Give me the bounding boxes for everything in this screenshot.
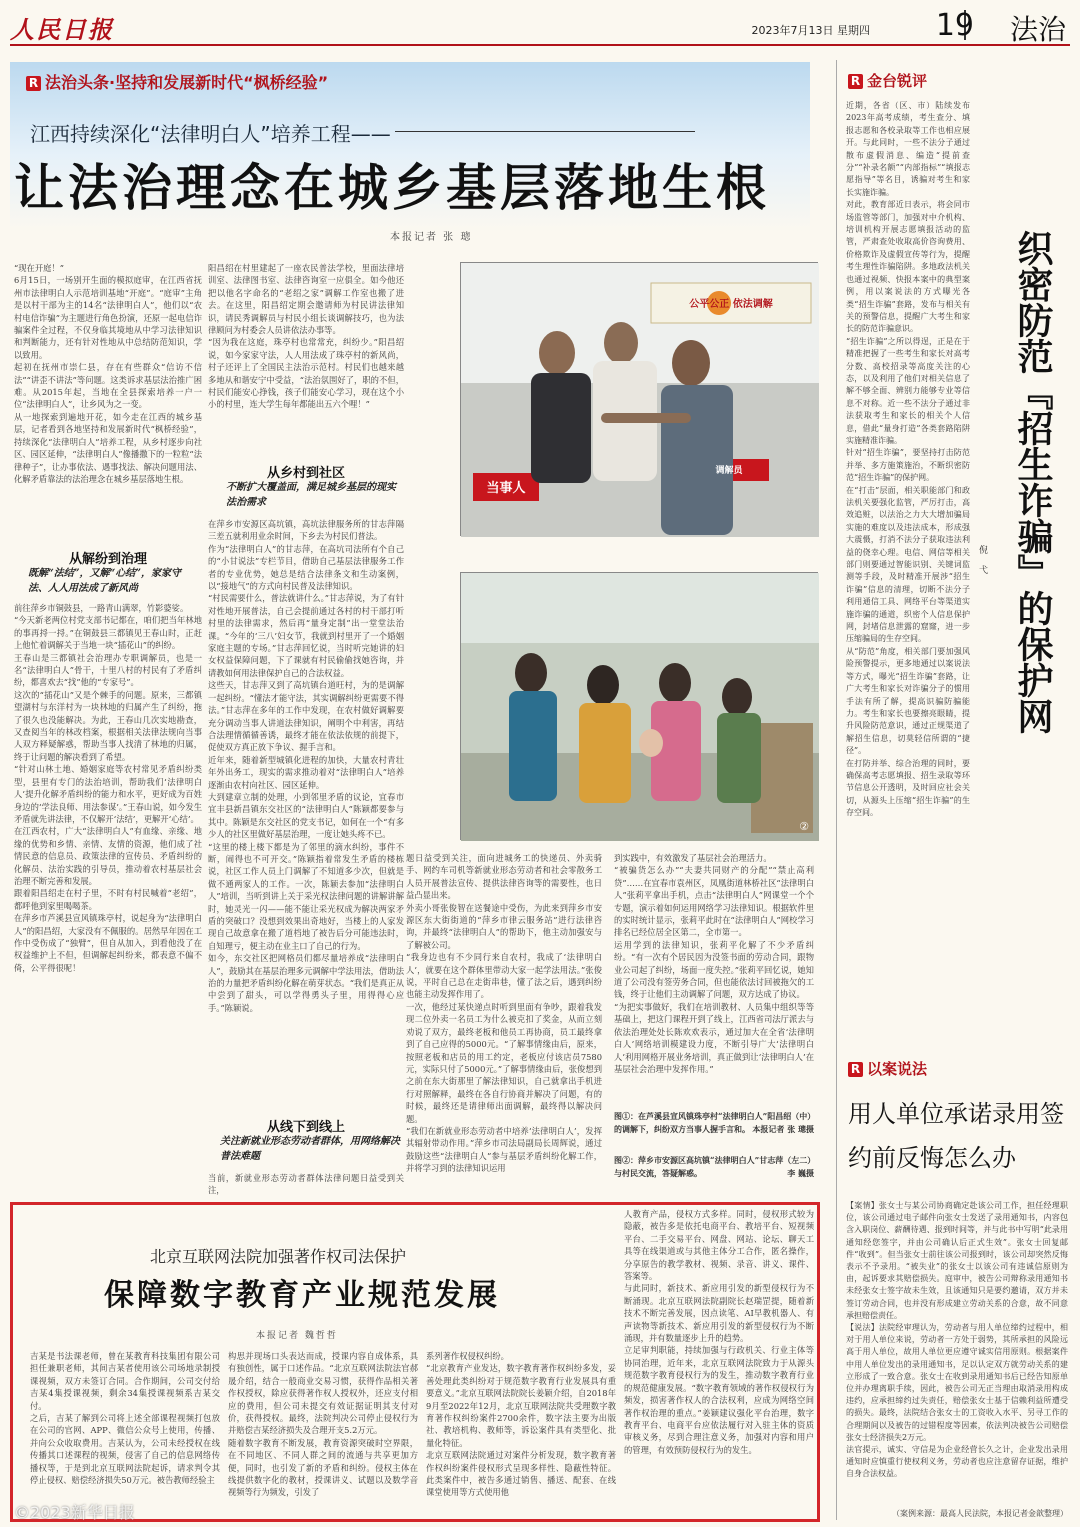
- commentary-body: 近期，各省（区、市）陆续发布2023年高考成绩，考生查分、填报志愿和各校录取等工作也相应展开。与此同时，一些不法分子通过散布虚假消息、编造“提前查分”“补录名额”“内部指标”“填报志愿指导”等名目，诱骗对考生和家长实施诈骗。 对此，教育部近日表示，将会同市场监管等部门，加强对中介机构、培训机构开展志愿填报活动的监管，严肃查处收取高价咨询费用、价格欺诈及虚假宣传等行为，提醒考生理性诈骗陷阱。多地政法机关也通过视频、快报本案中的典型案例，用以案说法的方式曝光各类“招生诈骗”套路，发布与相关有关的预警信息，提醒广大考生和家长的防范诈骗意识。 “招生诈骗”之所以得逞，正是在于精准把握了一些考生和家长对高考分数、高校招录等高度关注的心态，以及利用了他们对相关信息了解不够全面、辨别力能够专业等信息不对称。近一些不法分子通过非法获取考生和家长的相关个人信息，借此“量身打造”各类套路陷阱实施精准诈骗。 针对“招生诈骗”，要坚持打击防范并举、多方施策施治，不断织密防范“招生诈骗”的保护网。 在“打击”层面，相关职能部门和政法机关要强化监管，严厉打击，高效追赃，以法治之力大大增加骗局实施的难度以及违法成本，形成强大震慑，打消不法分子获取违法利益的侥幸心理。电信、网信等相关部门则要通过智能识别、关键词监测等手段，及时精准开展涉“招生诈骗”信息的清理，切断不法分子利用通信工具、网络平台等渠道实施诈骗的通道，织密个人信息保护网，封堵信息泄露的窟窿，进一步压缩骗局的生存空间。 从“防范”角度，相关部门要加强风险预警提示，更多地通过以案说法等方式，曝光“招生诈骗”套路，让广大考生和家长对诈骗分子的惯用手法有所了解，提高识骗防骗能力。考生和家长也要擦亮眼睛，提升风险防范意识，通过正规渠道了解招生信息，切莫轻信所谓的“捷径”。 在打防并举、综合治理的同时，要确保高考志愿填报、招生录取等环节信息公开透明，及时回应社会关切，从源头上压缩“招生诈骗”的生存空间。: [846, 101, 970, 818]
- photo-caption-1: [614, 1110, 814, 1135]
- lead-body-col2b: 在萍乡市安源区高坑镇，高坑法律服务所的甘志萍隔三差五就利用业余时间，下乡去为村民们普法。 作为“法律明白人”的甘志萍，在高坑司法所有个自己的“小甘说法”专栏节目，借助自己基层法律服务工作者的专业优势，她总是结合法律条文和生动案例，以“接地气”的方式向村民普及法律知识。 “村民需要什么，普法就讲什么。”甘志萍说，为了有针对性地开展普法，自己会提前通过各村的村干部打听村里的法律需求，然后再“量身定制”出一堂堂法治课。“今年的‘三八’妇女节，我就到村里开了一个婚姻家庭主题的专场。”甘志萍回忆说，当时听完她讲的妇女权益保障问题，下了课就有村民偷偷找她咨询，并请教如何用法律保护自己的合法权益。 这些天，甘志萍又到了高坑镇台道旺村，为的是调解一起纠纷。“懂法才能守法，其实调解纠纷更需要不得法。”甘志萍在多年的工作中发现，在农村做好调解要充分调动当事人讲道法律知识，阐明个中利害，再结合法理情循循善诱，最终才能在依法依规的前提下，促使双方真正放下争议、握手言和。 近年来，随着新型城镇化进程的加快，大量农村青壮年外出务工，现实的需求推动着对“法律明白人”培养逐渐由农村向社区、园区延伸。 大到建章立制的处理，小到邻里矛盾的议论，宜春市宜丰县新昌镇东交社区的“法律明白人”陈颖都要参与其中。陈颖是东交社区的党支书记，如何在一个“有多少人的社区里做好基层治理，一度让她头疼不已。 “这里的楼上楼下都是为了邻里的滴水纠纷，事件不断，闹得也不可开交。”陈颖指着常发生矛盾的楼栋说，社区工作人员上门调解了不知道多少次，但就是做不通两家人的工作。一次，陈颖去参加“法律明白人”培训，当听到讲上关于采光权法律问题的讲解讲解时，她灵光一闪——能不能让采光权成为解决两家矛盾的突破口？没想到效果出奇地好，当楼上的人家发现自己故意拿在搬了道档地了被告后分可能违法时，自知理亏，便主动在业主口了自己的行为。 如今，东交社区把网格员们都尽量培养成“法律明白人”，鼓励其在基层治理多元调解中学法用法，借助法治的力量把矛盾纠纷化解在萌芽状态。“我们是真正从中尝到了甜头，可以学得勇头子里，用得得心应手。”陈颖说。: [208, 519, 404, 1013]
- issue-date: 2023年7月13日 星期四: [751, 24, 870, 37]
- watermark: ©2023新华日报: [14, 1503, 135, 1522]
- feature-title: 保障数字教育产业规范发展: [104, 1278, 500, 1313]
- page-section: 法治: [1009, 13, 1066, 46]
- photo2-number: ②: [799, 820, 809, 833]
- commentary-body-cont: [846, 652, 1068, 1042]
- kicker-rule: [395, 131, 695, 132]
- commentary-title: 织密防范『招生诈骗』的保护网: [1012, 230, 1053, 734]
- column-badge-icon: R: [26, 76, 41, 91]
- caption-2-credit: 李 巍摄: [787, 1167, 814, 1178]
- page-number: 19: [935, 8, 974, 43]
- lead-body-col4: 到实践中，有效激发了基层社会治理活力。 “被骗货怎么办”“夫妻共同财产的分配”“禁止高利贷”……在宜春市袁州区，凤凰街道林桥社区“法律明白人”张莉平拿出手机，点击“法律明白人”网课堂一个个专题，演示着如何运用网络学习法律知识。根据软件里的实时统计显示，张莉平此时在“法律明白人”网校学习排名已经位居全区第二，全市第一。 运用学到的法律知识，张莉平化解了不少矛盾纠纷。“有一次有个居民因为没签书面的劳动合同，跟物业公司起了纠纷，场面一度失控。”张莉平回忆说，她知道了公司没有签劳务合同，但也能依法讨回被拖欠的工钱，终于让他们主动调解了问题，双方达成了协议。 “为把实事做好，我们在培训教材、人员集中组织等等基础上，把这门课程开到了线上，江西省司法厅派去与依法治理处处长陈欢欢表示，通过加大在全省‘法律明白人’网络培训模建设力度，不断引导广大‘法律明白人’利用网格开展业务培训，真正做到让‘法律明白人’在基层社会治理中发挥作用。”: [614, 853, 814, 1074]
- commentary-label: [848, 70, 927, 91]
- lead-headline: 让法治理念在城乡基层落地生根: [14, 159, 770, 217]
- caption-1-text: 图①：在芦溪县宣风镇珠亭村“法律明白人”阳昌绍（中）的调解下，纠纷双方当事人握手言和。: [614, 1111, 812, 1134]
- photo-caption-2: [614, 1154, 814, 1179]
- caption-2-text: 图②：萍乡市安源区高坑镇“法律明白人”甘志萍（左二）与村民交流，答疑解惑。: [614, 1155, 812, 1178]
- feature-body-col4: 人教育产品，侵权方式多样。同时，侵权形式较为隐蔽，被告多是依托电商平台、教培平台、短视频平台、二手交易平台、网盘、网站、论坛、聊天工具等在线渠道或与其他主体分工合作，匿名操作，分享原告的教学教材、视频、录音、讲义、课件、答案等。 与此同时，新技术、新应用引发的新型侵权行为不断涌现。北京互联网法院副院长赵瑞罡提，随着新技术不断完善发展，因点读笔、AI早教机器人、有声读物等新技术、新应用引发的新型侵权行为不断涌现，并有数量逐步上升的趋势。 立足审判职能，持续加强与行政机关、行业主体等协同治理，近年来，北京互联网法院致力于从源头规范数字教育侵权行为的发生，推动数字教育行业的规范健康发展。“数字教育领域的著作权侵权行为频发，损害著作权人的合法权利，应成为网络空间著作权治理的重点。”姜颖建议强化平台治理，数字教育平台、电商平台应依法履行对入驻主体的资质审核义务，尽到合理注意义务，加强对内容和用户的管理，有效预防侵权行为的发生。: [624, 1209, 814, 1455]
- photo-community-image: [461, 573, 819, 841]
- deck-3: 关注新就业形态劳动者群体，用网络解决普法难题: [220, 1136, 400, 1162]
- subhead-2: 从乡村到社区: [266, 466, 345, 481]
- deck-2: 不断扩大覆盖面，满足城乡基层的现实法治需求: [226, 482, 396, 508]
- photo-community: [460, 572, 818, 840]
- case-badge-icon: R: [848, 1062, 863, 1077]
- commentary-label-text: 金台锐评: [867, 72, 928, 90]
- lead-body-col3: 题日益受到关注，面向进城务工的快递员、外卖骑手、网约车司机等新就业形态劳动者和社会零散务工人员开展普法宣传、提供法律咨询等的需要性，也日益凸显出来。 外卖小哥张俊智在送餐途中受伤，为此来到萍乡市安源区东大街街道的“萍乡市律云服务站”进行法律咨询，并最终“法律明白人”的帮助下，他主动加强安与了解被公司。 “我身边也有不少同行来自农村，我成了‘法律明白人’，就要在这个群体里带动大家一起学法用法。”张俊说，平时自己总在走街串巷，懂了法之后，遇到纠纷也能主动发挥作用了。 一次，他经过某快递点时听到里面有争吵，跟着我发现二位外卖一名员工为什么被克扣了奖金，从而立刻劝说了双方，最终老板和他员工再协商，员工最终拿到了自己应得的5000元。“了解事情缘由后，原来，按照老板和店员的用工约定，老板应付该店员7580元，实际只付了5000元。”了解事情缘由后，张俊想到之前在东大街那里了解法律知识，自己就拿出手机进行对照解释，最终在各自行协商并解决了问题，有的时候，最终还是请律师出面调解，最终得以解决问题。 “我们在新就业形态劳动者中培养‘法律明白人’，发挥其辐射带动作用。”萍乡市司法局副局长周辉说，通过鼓励这些“法律明白人”参与基层矛盾纠纷化解工作，并将学习到的法律知识运用: [406, 853, 602, 1174]
- lead-body-col2: 阳昌绍在村里建起了一座农民普法学校，里面法律培训室、法律图书室、法律咨询室一应俱全。如今他还把以他名字命名的“老绍之家”调解工作室也搬了进去。在这里，阳昌绍定期会邀请师为村民讲法律知识，请民秀调解员与村民小组长谈调解技巧，也为法律顾问为村委会人员讲依法办事等。 “因为我在这庭，珠亭村也常常充，纠纷少。”阳昌绍说，如今家家守法，人人用法成了珠亭村的新风尚，村子还评上了全国民主法治示范村。村民们也越来越多地从和谐安宁中受益，“法治氛围好了，职的不但，村民们能安心挣钱，孩子们能安心学习，现在这个小小的村里，连大学生每年都能出五六个哩！”: [208, 263, 404, 410]
- caption-1-credit: 本报记者 张 璁摄: [752, 1123, 814, 1134]
- right-column-divider: [836, 60, 837, 1520]
- feature-kicker: 北京互联网法院加强著作权司法保护: [150, 1247, 407, 1266]
- subhead-1: 从解纷到治理: [68, 552, 147, 567]
- lead-byline: 本报记者 张 璁: [390, 232, 473, 243]
- column-label: [26, 70, 328, 93]
- lead-body-col1b: 前往萍乡市铜鼓县，一路青山满翠，竹影婆娑。 “今天新老两位村党支部书记都在，咱们把当年林地的事再捋一捋。”在铜鼓县三都镇见王春山时，正赶上他忙着调解关于当地一块“插花山”的纠纷。 王春山是三都镇社会治理办专职调解员，也是一名“法律明白人”骨干，十里八村的村民有了矛盾纠纷，都喜欢去“找”他的“专家号”。 这次的“插花山”又是个棘手的问题。原来，三都镇望湖村与东洋村为一块林地的归属产生了纠纷，拖了很久也没能解决。为此，王春山几次实地勘查，又查阅当年的林改档案，根据相关法律法规向当事人双方释疑解惑，帮助当事人找清了林地的归属，终于让问题的解决看到了希望。 “针对山林土地、婚姻家庭等农村常见矛盾纠纷类型，县里有专门的法治培训，帮助我们‘法律明白人’提升化解矛盾纠纷的能力和水平，更好成为百姓身边的‘学法良师、用法参谋’。”王春山说，如今发生矛盾就先讲法律，不仅解开‘法结’，更解开‘心结’。 在江西农村，广大“法律明白人”有血缘、亲缘、地缘的优势和乡情、亲情、友情的资源，他们成了社情民意的信息员、政策法律的宣传员、矛盾纠纷的化解员、法治实践的引导员，推动着农村基层社会治理不断完善和发展。 跟着阳昌绍走在村子里，不时有村民喊着“老绍”，都呼他到家里喝喝茶。 在萍乡市芦溪县宣风镇珠亭村，说起身为“法律明白人”的阳昌绍，大家没有不佩服的。居然早年因在工作中受伤成了“独臂”，但自从加入，到看他没了在权益维护上不但，但调解起纠纷来，都表意不偏不倚，公平得很呢！: [14, 603, 202, 973]
- commentary-badge-icon: R: [848, 74, 863, 89]
- lead-body-col1: “现在开庭！” 6月15日，一场别开生面的模拟庭审，在江西省抚州市法律明白人示范培训基地“开庭”。“庭审”主角是以村干部为主的14名“法律明白人”，他们以“农村电信诈骗”为主题进行角色扮演，还原一起电信诈骗案件全过程，不仅身临其境地从中学习法律知识和判断能力，还有针对性地从中总结防范知识，学以致用。 起初在抚州市崇仁县，存在有些群众“信访不信法”“讲歪不讲法”等问题。这类诉求基层法治推广困难。从2015年起，当地在全县探索培养一户一位“法律明白人”，让乡风为之一变。 从一地探索到遍地开花，如今走在江西的城乡基层，记者看到各地坚持和发展新时代“枫桥经验”，持续深化“法律明白人”培养工程，从乡村逐步向社区、园区延伸，“法律明白人”像播撒下的一粒粒“法律种子”，让办事依法、遇事找法、解决问题用法、化解矛盾靠法的法治理念在城乡基层落地生根。: [14, 263, 202, 484]
- deck-1: 既解“法结”，又解“心结”，家家守法、人人用法成了新风尚: [28, 568, 182, 594]
- feature-byline: 本报记者 魏哲哲: [256, 1331, 338, 1341]
- lead-body-col2c: 当前，新就业形态劳动者群体法律问题日益受到关注，: [208, 1173, 404, 1196]
- lead-kicker: 江西持续深化“法律明白人”培养工程——: [30, 122, 391, 146]
- feature-body-col2: 构思并现场口头表达而成，授课内容自成体系，具有独创性，属于口述作品。“北京互联网法院法官郝晟介绍，结合一般商业交易习惯，获得作品相关著作权授权，除应获得著作权人授权外，还应支付相应的费用，但公司未提交有效证据证明其支付对价，获得授权。最终，法院判决公司停止侵权行为并赔偿吉某经济损失及合理开支5.2万元。 随着数字教育不断发展，教育资源突破时空界限，在不同地区、不同人群之间的流通与共享更加方便，同时，也引发了新的矛盾和纠纷。侵权主体在线提供数字化的教材，授课讲义、试题以及数学音视频等行为频发，引发了: [228, 1351, 418, 1498]
- commentary-author: 倪 弋: [977, 545, 987, 578]
- photo-mediation: [460, 262, 818, 536]
- case-label-text: 以案说法: [867, 1060, 928, 1078]
- case-title: 用人单位承诺录用签约前反悔怎么办: [848, 1100, 1064, 1172]
- photo-plate-text: 调解员: [715, 466, 743, 476]
- photo-sign-text: 当事人: [486, 481, 526, 496]
- case-body: 【案情】张女士与某公司协商确定赴该公司工作，担任经理职位，该公司通过电子邮件向张女士发送了录用通知书，内容包含入职岗位、薪酬待遇、报到时间等，并与此书中写明“此录用通知经您签字，并由公司确认后正式生效”。张女士回复邮件“收到”。但当张女士前往该公司报到时，该公司却突然反悔表示不予录用。“被失业”的张女士以该公司有违诚信原则为由，起诉要求其赔偿损失。庭审中，被告公司辩称录用通知书未经张女士签字故未生效，且该通知只是要约邀请，双方并未签订劳动合同，也并没有形成建立劳动关系的合意，故不同意承担赔偿责任。 【说法】法院经审理认为，劳动者与用人单位缔约过程中，相对于用人单位来说，劳动者一方处于弱势，其所承担的风险远高于用人单位，故用人单位更应遵守诚实信用原则。根据案件中用人单位发出的录用通知书，足以认定双方就劳动关系的建立形成了一致合意。张女士在收到录用通知书后已经告知原单位并办理离职手续，因此，被告公司无正当理由取消录用构成违约，应承担缔约过失责任，赔偿张女士基于信赖利益所遭受的损失。最终，法院结合张女士的工资收入水平、另寻工作的合理期间以及被告的过错程度等因素，依法判决被告公司赔偿张女士经济损失2万元。 法官提示，诚实、守信是为企业经营长久之计，企业发出录用通知时应慎重行使权利义务，劳动者也应注意留存证据，维护自身合法权益。: [846, 1201, 1068, 1479]
- feature-body-col3: 系列著作权侵权纠纷。 “北京教育产业发达，数字教育著作权纠纷多发，妥善处理此类纠纷对于规范数字教育行业发展具有重要意义。”北京互联网法院院长姜颖介绍，自2018年9月至2022年12月，北京互联网法院共受理数字教育著作权纠纷案件2700余件，数字法主要为出版社、教培机构、教师等，诉讼案件具有类型化、批量化特征。 北京互联网法院通过对案件分析发现，数字教育著作权纠纷案件侵权形式呈现多样性、隐蔽性特征。此类案件中，被告多通过销售、播送、配套、在线课堂使用等方式使用他: [426, 1351, 616, 1498]
- case-source: （案例来源：最高人民法院，本报记者金歆整理）: [892, 1509, 1068, 1518]
- subhead-3: 从线下到线上: [266, 1120, 345, 1135]
- column-label-text: 法治头条·坚持和发展新时代“枫桥经验”: [45, 73, 329, 92]
- feature-body-col1: 吉某是书法课老师，曾在某教育科技集团有限公司担任兼职老师，其间吉某者使用该公司场地录制授课视频，双方未签订合同。合作期间，公司交付给吉某4集授课视频，剩余34集授课视频系吉某交付。 之后，吉某了解到公司将上述全部课程视频打包放在公司的官网、APP、微信公众号上使用，传播、并向公众收取费用。吉某认为，公司未经授权在线传播其口述课程的视频，侵害了自己的信息网络传播权等，于是到北京互联网法院起诉，请求判令其停止侵权、赔偿经济损失50万元。被告教师经验主: [30, 1351, 220, 1486]
- case-label: [848, 1058, 927, 1079]
- newspaper-logo: 人民日报: [10, 15, 114, 44]
- photo-banner-text: 公平公正 依法调解: [689, 299, 773, 310]
- masthead: [10, 6, 1070, 46]
